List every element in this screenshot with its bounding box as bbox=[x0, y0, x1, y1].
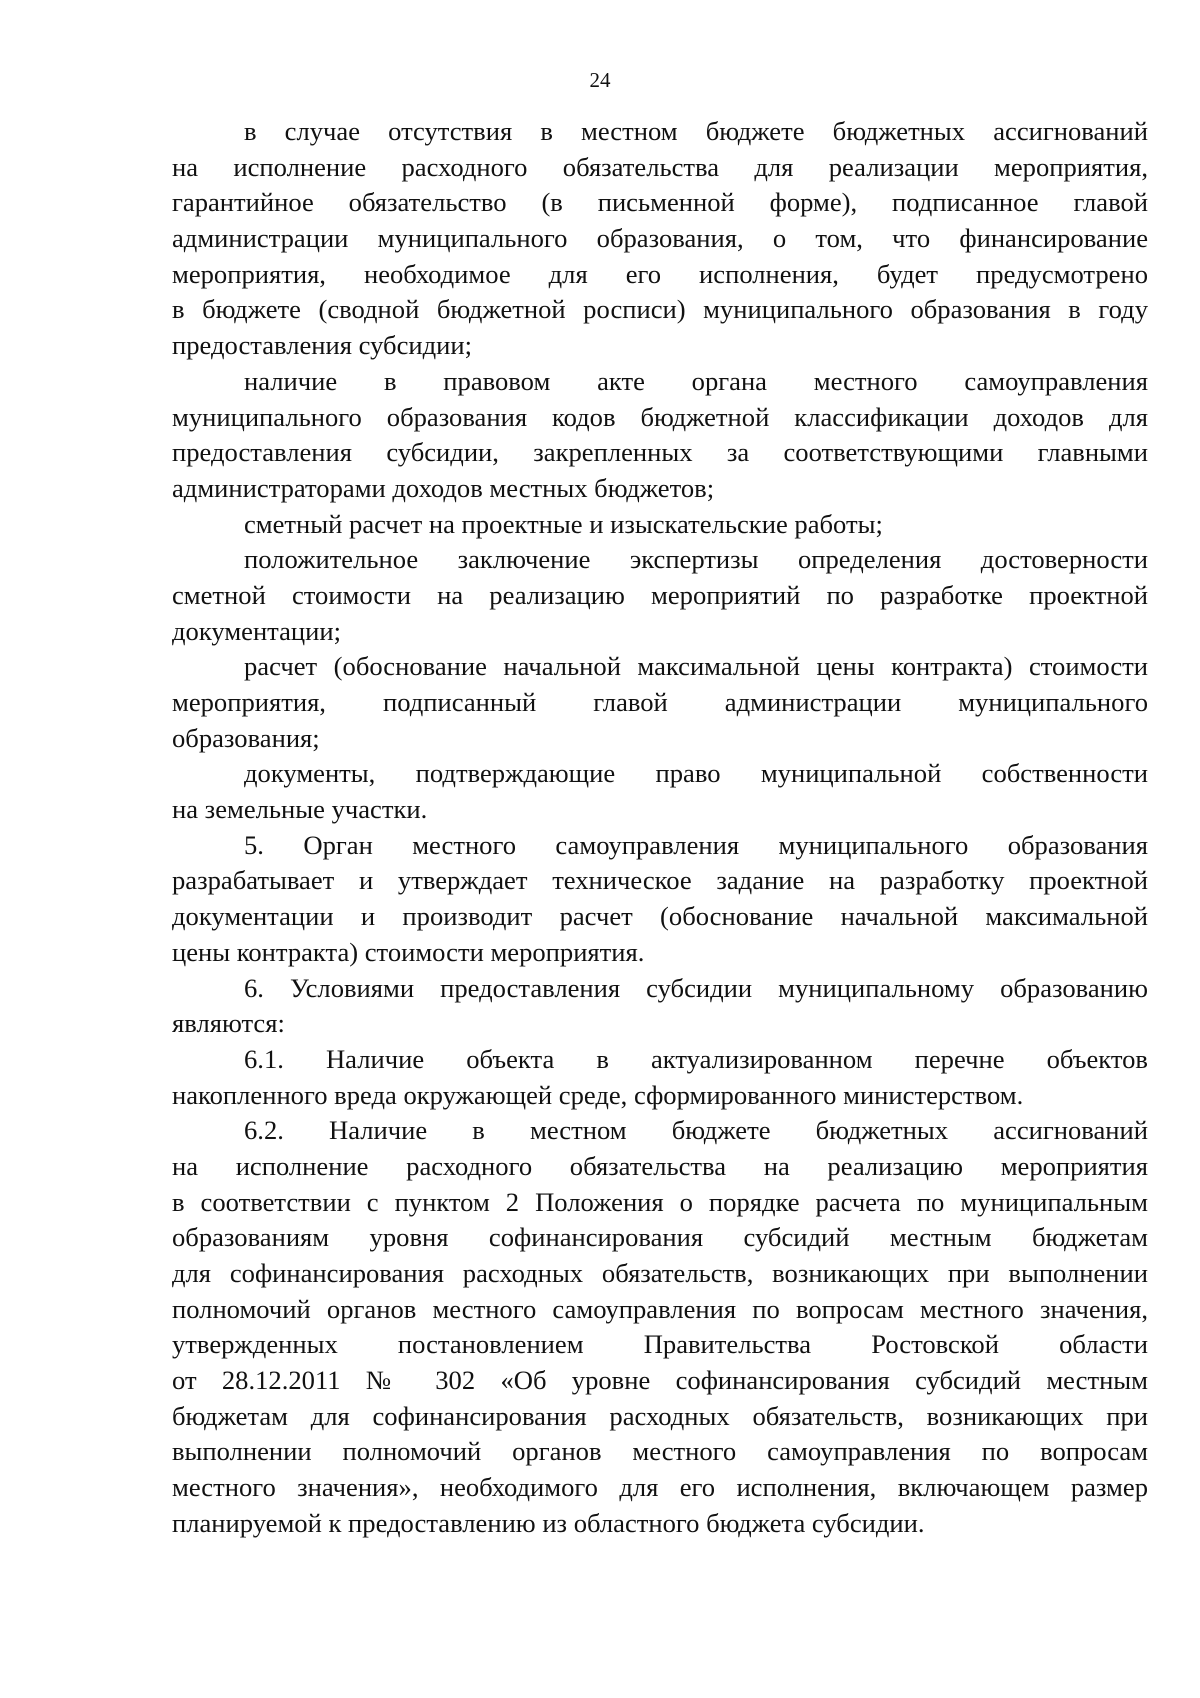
text-line: администраторами доходов местных бюджетов; bbox=[172, 472, 715, 503]
text-line: положительное заключение экспертизы определения достоверности bbox=[244, 544, 1148, 575]
text-line: 5. Орган местного самоуправления муниципального образования bbox=[244, 829, 1148, 860]
paragraph bbox=[172, 756, 1148, 827]
text-line: местного значения», необходимого для его исполнения, включающем размер bbox=[172, 1472, 1148, 1503]
text-line: полномочий органов местного самоуправления по вопросам местного значения, bbox=[172, 1293, 1148, 1324]
text-line: сметный расчет на проектные и изыскательские работы; bbox=[244, 508, 883, 539]
paragraph bbox=[172, 114, 1148, 364]
paragraph bbox=[172, 507, 1148, 543]
text-line: документации и производит расчет (обоснование начальной максимальной bbox=[172, 901, 1148, 932]
paragraph bbox=[172, 1042, 1148, 1113]
paragraph bbox=[172, 828, 1148, 971]
text-line: на исполнение расходного обязательства на реализацию мероприятия bbox=[172, 1150, 1148, 1181]
text-line: от 28.12.2011 № 302 «Об уровне софинансирования субсидий местным bbox=[172, 1365, 1148, 1396]
text-line: для софинансирования расходных обязательств, возникающих при выполнении bbox=[172, 1258, 1148, 1288]
text-line: мероприятия, необходимое для его исполнения, будет предусмотрено bbox=[172, 258, 1148, 289]
paragraph bbox=[172, 542, 1148, 649]
document-body bbox=[172, 114, 1148, 1542]
paragraph bbox=[172, 649, 1148, 756]
text-line: наличие в правовом акте органа местного самоуправления bbox=[244, 365, 1148, 396]
text-line: 6.2. Наличие в местном бюджете бюджетных ассигнований bbox=[244, 1115, 1148, 1146]
text-line: сметной стоимости на реализацию мероприятий по разработке проектной bbox=[172, 579, 1148, 610]
page-number: 24 bbox=[589, 68, 611, 92]
text-line: цены контракта) стоимости мероприятия. bbox=[172, 936, 645, 967]
text-line: документы, подтверждающие право муниципальной собственности bbox=[244, 758, 1148, 789]
text-line: в бюджете (сводной бюджетной росписи) муниципального образования в году bbox=[172, 294, 1148, 325]
text-line: 6. Условиями предоставления субсидии муниципальному образованию bbox=[244, 972, 1148, 1003]
text-line: мероприятия, подписанный главой администрации муниципального bbox=[172, 687, 1148, 717]
text-line: на исполнение расходного обязательства для реализации мероприятия, bbox=[172, 151, 1148, 182]
text-line: в случае отсутствия в местном бюджете бюджетных ассигнований bbox=[244, 116, 1148, 146]
text-line: накопленного вреда окружающей среде, сформированного министерством. bbox=[172, 1079, 1024, 1110]
text-line: утвержденных постановлением Правительства Ростовской области bbox=[172, 1329, 1148, 1360]
text-line: образования; bbox=[172, 722, 320, 753]
text-line: разрабатывает и утверждает техническое задание на разработку проектной bbox=[172, 865, 1148, 896]
text-line: бюджетам для софинансирования расходных обязательств, возникающих при bbox=[172, 1400, 1148, 1431]
text-line: в соответствии с пунктом 2 Положения о порядке расчета по муниципальным bbox=[172, 1186, 1148, 1217]
text-line: предоставления субсидии; bbox=[172, 330, 472, 361]
text-line: на земельные участки. bbox=[172, 794, 428, 825]
text-line: гарантийное обязательство (в письменной форме), подписанное главой bbox=[172, 187, 1148, 218]
text-line: 6.1. Наличие объекта в актуализированном перечне объектов bbox=[244, 1043, 1148, 1074]
paragraph bbox=[172, 1113, 1148, 1541]
text-line: расчет (обоснование начальной максимальной цены контракта) стоимости bbox=[244, 651, 1148, 682]
paragraph bbox=[172, 364, 1148, 507]
text-line: документации; bbox=[172, 615, 342, 646]
paragraph bbox=[172, 971, 1148, 1042]
text-line: образованиям уровня софинансирования субсидий местным бюджетам bbox=[172, 1222, 1148, 1253]
text-line: являются: bbox=[172, 1008, 285, 1039]
text-line: муниципального образования кодов бюджетной классификации доходов для bbox=[172, 401, 1148, 432]
text-line: планируемой к предоставлению из областного бюджета субсидии. bbox=[172, 1507, 925, 1538]
text-line: предоставления субсидии, закрепленных за соответствующими главными bbox=[172, 437, 1148, 468]
text-line: администрации муниципального образования, о том, что финансирование bbox=[172, 223, 1148, 254]
text-line: выполнении полномочий органов местного самоуправления по вопросам bbox=[172, 1436, 1148, 1467]
